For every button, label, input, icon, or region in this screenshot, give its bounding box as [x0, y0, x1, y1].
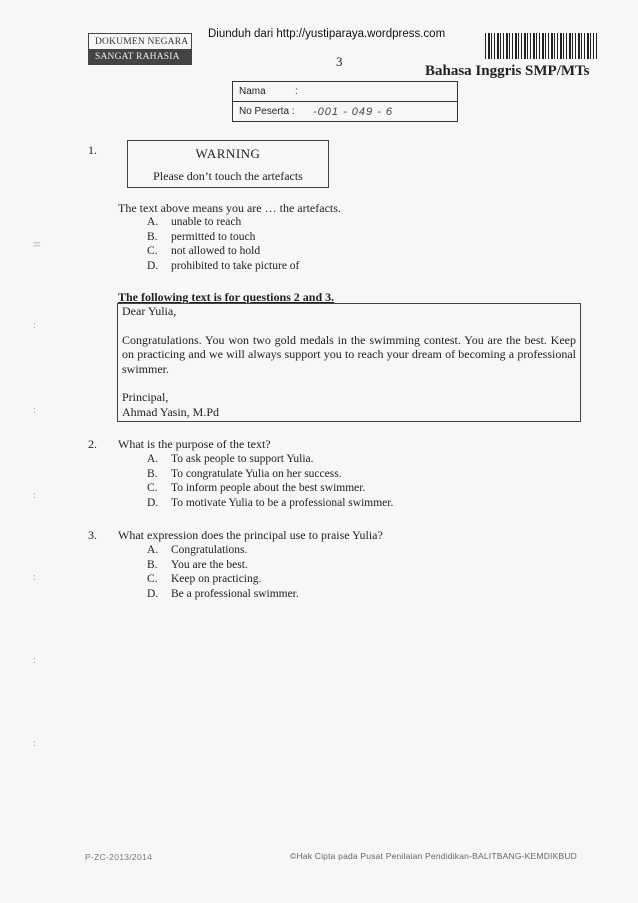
question-3-number: 3. — [88, 528, 97, 542]
q2-option-d[interactable]: D. To motivate Yulia to be a professional swimmer. — [147, 496, 394, 509]
q1-option-c[interactable]: C. not allowed to hold — [147, 245, 261, 258]
question-2-stem: What is the purpose of the text? — [118, 437, 271, 451]
participant-number-value: -001 - 049 - 6 — [313, 105, 394, 118]
page-number: 3 — [336, 54, 343, 69]
passage-title: The following text is for questions 2 and 3. — [118, 290, 335, 304]
participant-number-row — [233, 101, 457, 121]
margin-mark: : — [33, 320, 36, 331]
letter-body: Congratulations. You won two gold medals in the swimming contest. You are the best. Keep on practicing and we will always support you to reach your dream of becoming a professional swimmer. — [122, 332, 576, 376]
warning-notice — [127, 140, 329, 188]
subject-title: Bahasa Inggris SMP/MTs — [425, 63, 590, 79]
margin-mark: = — [33, 238, 41, 253]
question-1-stem: The text above means you are … the artefacts. — [118, 201, 341, 215]
q1-option-a[interactable]: A. unable to reach — [147, 216, 242, 228]
q3-option-c[interactable]: C. Keep on practicing. — [147, 573, 262, 586]
stamp-line-1: DOKUMEN NEGARA — [95, 37, 189, 47]
q3-option-a[interactable]: A. Congratulations. — [147, 544, 248, 556]
q3-option-d[interactable]: D. Be a professional swimmer. — [147, 587, 299, 600]
source-url: Diunduh dari http://yustiparaya.wordpress.com — [208, 28, 446, 40]
warning-text: Please don’t touch the artefacts — [153, 169, 303, 183]
q1-option-d[interactable]: D. prohibited to take picture of — [147, 259, 300, 272]
question-2-options — [147, 452, 393, 510]
participant-number-label: No Peserta : — [239, 106, 295, 117]
margin-mark: : — [33, 490, 36, 501]
document-classification-stamp — [88, 33, 192, 65]
q1-option-b[interactable]: B. permitted to touch — [147, 230, 256, 243]
letter-greeting: Dear Yulia, — [122, 304, 177, 318]
question-1-options — [147, 215, 299, 273]
name-row — [233, 82, 457, 101]
question-3-options — [147, 543, 299, 601]
letter-text-box — [117, 303, 581, 422]
q2-option-b[interactable]: B. To congratulate Yulia on her success. — [147, 467, 342, 480]
letter-signature: Ahmad Yasin, M.Pd — [122, 404, 220, 419]
q3-option-b[interactable]: B. You are the best. — [147, 558, 248, 571]
question-1-number: 1. — [88, 143, 97, 157]
warning-title: WARNING — [195, 146, 261, 161]
name-label: Nama — [239, 86, 266, 97]
letter-closing: Principal, — [122, 390, 169, 404]
stamp-line-2: SANGAT RAHASIA — [89, 49, 191, 64]
participant-id-box — [232, 81, 458, 122]
margin-mark: : — [33, 572, 36, 583]
barcode-icon — [485, 33, 597, 59]
question-3-stem: What expression does the principal use to praise Yulia? — [118, 528, 383, 542]
margin-mark: : — [33, 405, 36, 416]
q2-option-a[interactable]: A. To ask people to support Yulia. — [147, 453, 314, 465]
name-separator: : — [295, 86, 298, 97]
q2-option-c[interactable]: C. To inform people about the best swimmer. — [147, 482, 366, 495]
question-2-number: 2. — [88, 437, 97, 451]
footer-exam-code: P-ZC-2013/2014 — [85, 852, 153, 862]
footer-copyright: ©Hak Cipta pada Pusat Penilaian Pendidikan-BALITBANG-KEMDIKBUD — [290, 851, 578, 861]
margin-mark: : — [33, 738, 36, 749]
margin-mark: : — [33, 655, 36, 666]
